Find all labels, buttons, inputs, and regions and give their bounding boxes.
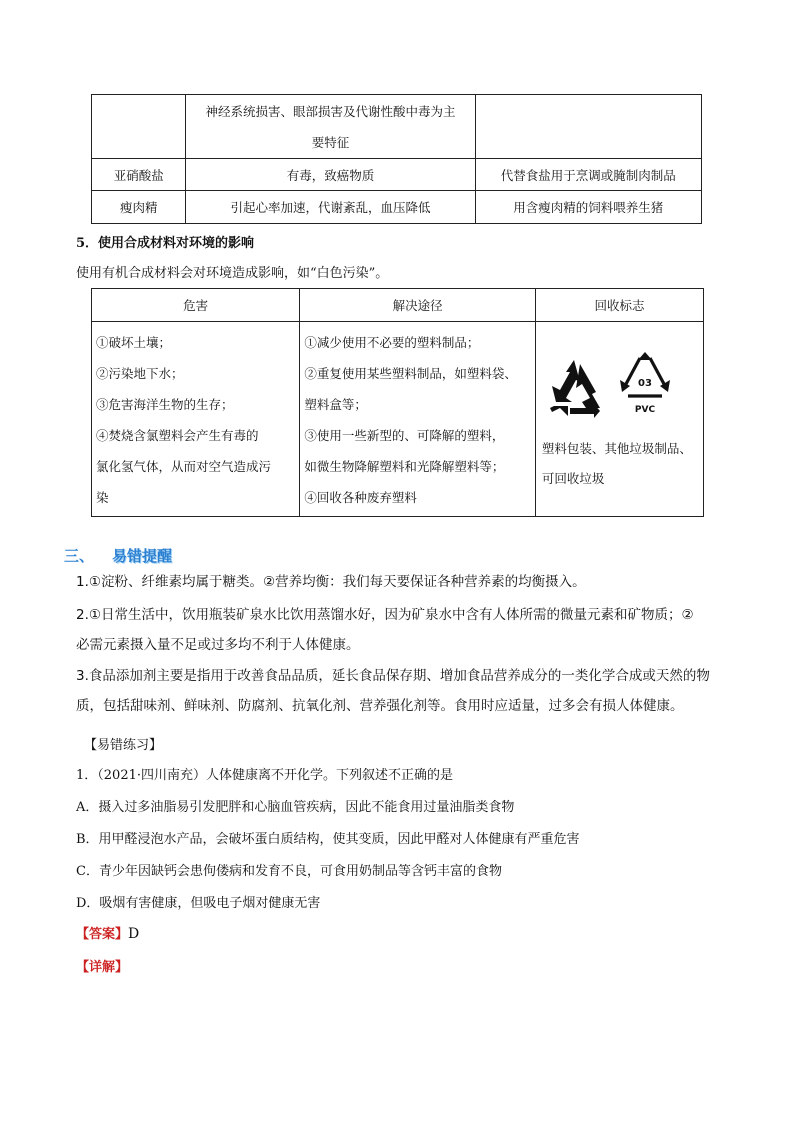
list-item: ①破坏土壤； <box>96 335 172 350</box>
recycle-caption: 塑料包装、其他垃圾制品、 <box>541 441 692 456</box>
table-row <box>92 191 702 224</box>
harms-cell <box>92 322 300 517</box>
tip-line: 质，包括甜味剂、鲜味剂、防腐剂、抗氧化剂、营养强化剂等。食用时应适量，过多会有损人体健康。 <box>76 698 684 714</box>
plastics-table <box>91 288 704 517</box>
table-cell: 有毒，致癌物质 <box>186 159 475 191</box>
list-item: ①减少使用不必要的塑料制品； <box>304 335 480 350</box>
tip-line: 1.①淀粉、纤维素均属于糖类。②营养均衡：我们每天要保证各种营养素的均衡摄入。 <box>76 574 586 590</box>
tip-paragraph <box>76 600 736 660</box>
option-b: B．用甲醛浸泡水产品，会破坏蛋白质结构，使其变质，因此甲醛对人体健康有严重危害 <box>76 832 580 847</box>
tip-line: 3.食品添加剂主要是指用于改善食品品质，延长食品保存期、增加食品营养成分的一类化学合成或天然的物 <box>76 668 710 684</box>
detail-label: 【详解】 <box>76 960 129 975</box>
recycle-cell <box>535 322 703 517</box>
tip-paragraph <box>76 661 736 721</box>
recycle-symbol-icon <box>546 358 602 418</box>
table-cell: 用含瘦肉精的饲料喂养生猪 <box>475 191 701 224</box>
section-title: 易错提醒 <box>112 547 173 565</box>
list-item: ②重复使用某些塑料制品，如塑料袋、 <box>304 366 517 381</box>
tip-line: 必需元素摄入量不足或过多均不利于人体健康。 <box>76 637 360 653</box>
answer-value: D <box>128 926 140 942</box>
option-d: D．吸烟有害健康，但吸电子烟对健康无害 <box>76 896 321 911</box>
pvc-code: 03 <box>637 378 652 389</box>
hazard-table <box>91 94 702 224</box>
cell-text: 神经系统损害、眼部损害及代谢性酸中毒为主 <box>205 103 456 119</box>
list-item: ④回收各种废弃塑料 <box>304 490 417 505</box>
table-cell <box>92 95 186 159</box>
option-c: C．青少年因缺钙会患佝偻病和发育不良，可食用奶制品等含钙丰富的食物 <box>76 864 502 879</box>
list-item: ③使用一些新型的、可降解的塑料， <box>304 428 505 443</box>
answer-label: 【答案】 <box>76 927 129 942</box>
list-item: 如微生物降解塑料和光降解塑料等； <box>304 459 505 474</box>
question-text: 1．（2021·四川南充）人体健康离不开化学。下列叙述不正确的是 <box>76 768 453 783</box>
exercise-heading: 【易错练习】 <box>84 738 163 753</box>
solutions-cell <box>300 322 536 517</box>
section-header <box>64 545 172 569</box>
table-cell: 引起心率加速，代谢紊乱，血压降低 <box>186 191 475 224</box>
list-item: ②污染地下水； <box>96 366 184 381</box>
answer-line <box>76 923 139 942</box>
tip-paragraph <box>76 567 736 597</box>
pvc-recycle-icon <box>616 350 674 422</box>
cell-text: 要特征 <box>311 134 350 150</box>
table-cell: 瘦肉精 <box>92 191 186 224</box>
list-item: 塑料盒等； <box>304 397 367 412</box>
table-cell <box>475 95 701 159</box>
table-cell: 亚硝酸盐 <box>92 159 186 191</box>
pvc-label: PVC <box>634 405 655 415</box>
list-item: ④焚烧含氯塑料会产生有毒的 <box>96 428 259 443</box>
list-item: 染 <box>96 490 109 505</box>
column-header: 解决途径 <box>300 289 536 322</box>
option-a: A．摄入过多油脂易引发肥胖和心脑血管疾病，因此不能食用过量油脂类食物 <box>76 800 515 815</box>
column-header: 回收标志 <box>535 289 703 322</box>
table-cell <box>186 95 475 159</box>
tip-line: 2.①日常生活中，饮用瓶装矿泉水比饮用蒸馏水好，因为矿泉水中含有人体所需的微量元素和矿物质；② <box>76 607 694 623</box>
list-item: 氯化氢气体，从而对空气造成污 <box>96 459 272 474</box>
section-intro: 使用有机合成材料会对环境造成影响，如“白色污染”。 <box>76 266 389 281</box>
section-number: 三、 <box>64 547 95 565</box>
section-heading: 5．使用合成材料对环境的影响 <box>76 236 255 251</box>
recycle-caption: 可回收垃圾 <box>541 471 605 486</box>
list-item: ③危害海洋生物的生存； <box>96 397 234 412</box>
table-row <box>92 159 702 191</box>
column-header: 危害 <box>92 289 300 322</box>
table-cell: 代替食盐用于烹调或腌制肉制品 <box>475 159 701 191</box>
recycle-symbols <box>536 322 703 434</box>
